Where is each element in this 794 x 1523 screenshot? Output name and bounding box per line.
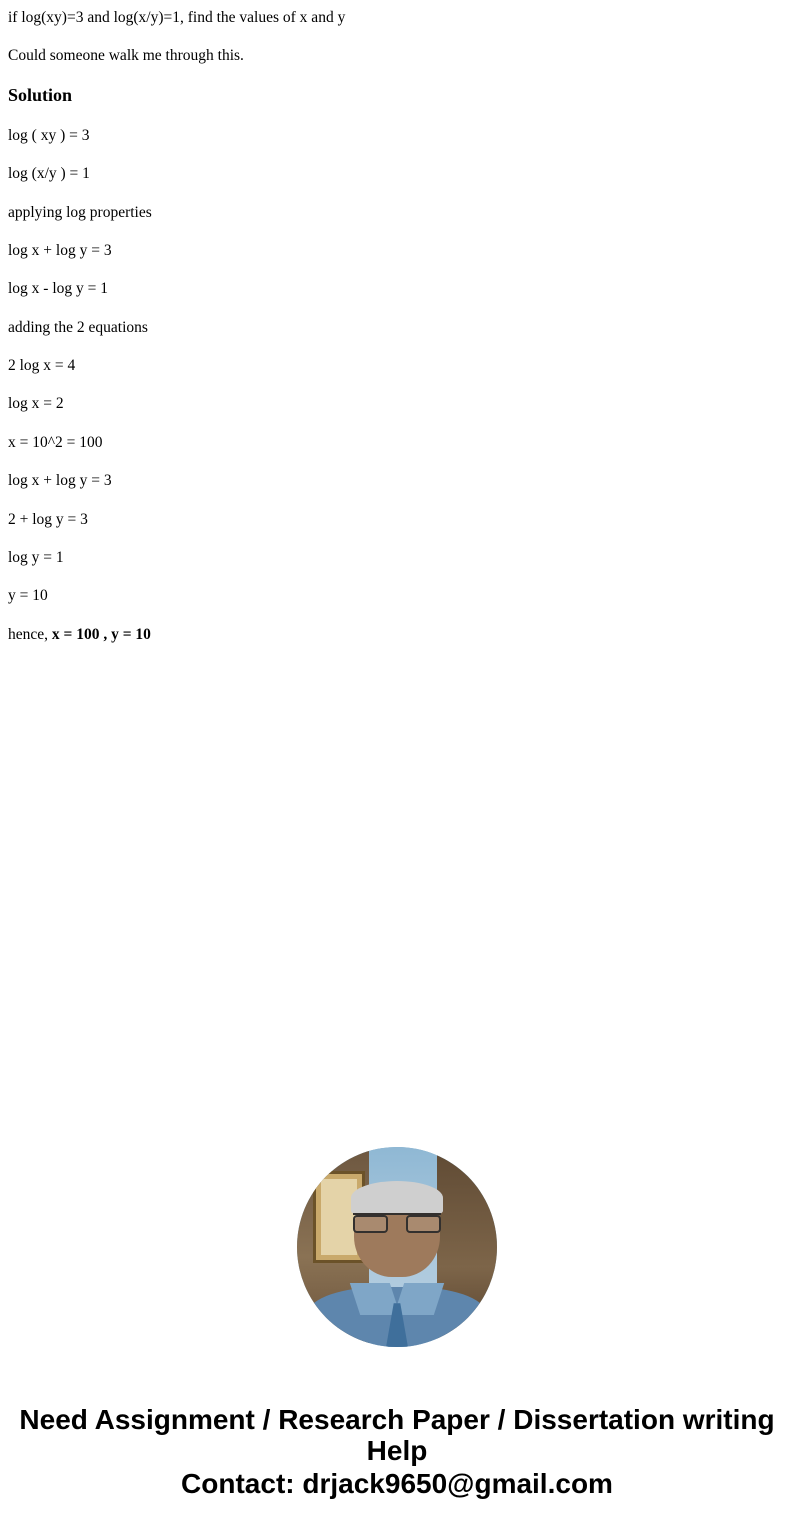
cta-line-1: Need Assignment / Research Paper / Dissertation [19,1404,676,1436]
solution-step: log y = 1 [8,548,64,566]
solution-step: applying log properties [8,203,152,221]
avatar-picture-frame-inner [321,1179,357,1255]
solution-conclusion [8,625,786,644]
solution-step: y = 10 [8,587,48,605]
cta-line-2: writing Help [366,1404,775,1466]
avatar-hair [351,1181,443,1215]
footer-promo [0,1147,794,1499]
solution-step: log ( xy ) = 3 [8,126,90,144]
solution-step: 2 + log y = 3 [8,510,88,528]
conclusion-prefix: hence, [8,625,52,643]
solution-step: log x + log y = 3 [8,472,112,490]
solution-step: x = 10^2 = 100 [8,433,103,451]
solution-step: log (x/y ) = 1 [8,165,90,183]
question-prompt: if log(xy)=3 and log(x/y)=1, find the values of x and y [8,9,346,26]
solution-step: 2 log x = 4 [8,357,76,374]
solution-step: log x = 2 [8,395,64,413]
question-follow-up: Could someone walk me through this. [8,47,244,65]
solution-heading: Solution [8,84,73,105]
solution-step: adding the 2 equations [8,318,148,336]
solution-step: log x + log y = 3 [8,241,112,259]
cta-heading [0,1405,794,1465]
avatar-glasses [353,1213,441,1233]
solution-step: log x - log y = 1 [8,280,109,298]
conclusion-answer: x = 100 , y = 10 [51,625,151,643]
cta-contact: Contact: drjack9650@gmail.com [181,1467,613,1499]
avatar [297,1147,497,1347]
